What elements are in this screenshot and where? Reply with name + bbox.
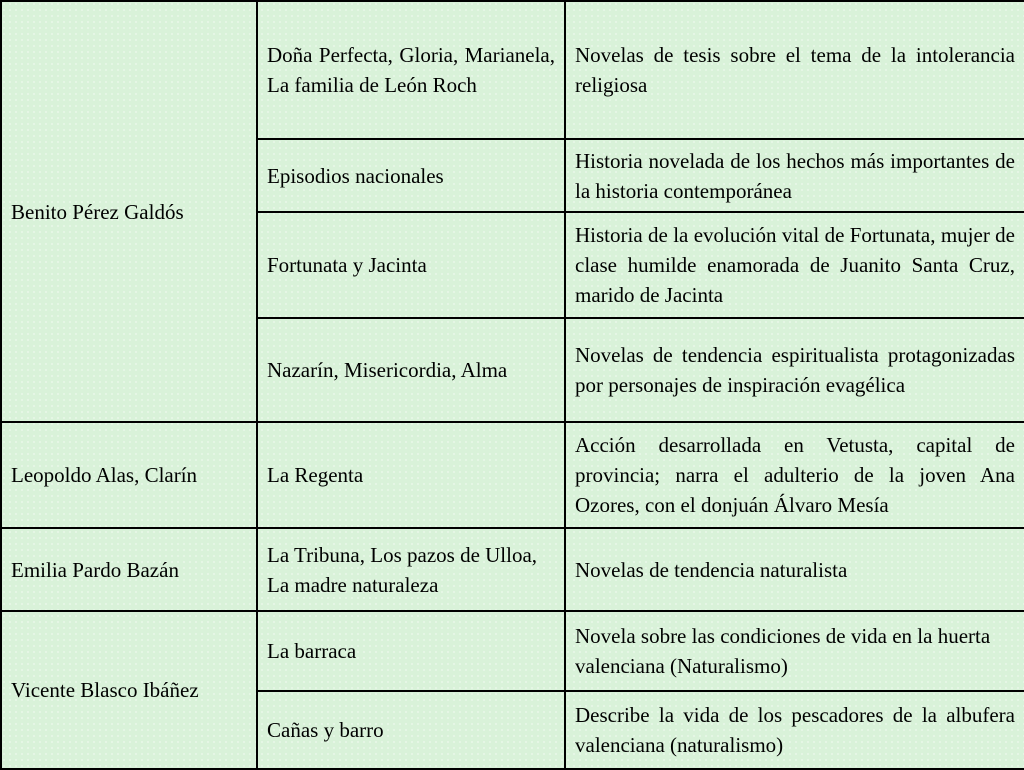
- work-description-cell: Novelas de tesis sobre el tema de la intolerancia religiosa: [565, 1, 1024, 139]
- work-description-cell: Historia de la evolución vital de Fortunata, mujer de clase humilde enamorada de Juanito Santa Cruz, marido de Jacinta: [565, 212, 1024, 318]
- work-title-cell: Nazarín, Misericordia, Alma: [257, 318, 565, 422]
- work-title-cell: La barraca: [257, 611, 565, 691]
- work-title-cell: Episodios nacionales: [257, 139, 565, 212]
- work-title-cell: Doña Perfecta, Gloria, Marianela, La familia de León Roch: [257, 1, 565, 139]
- work-description-cell: Historia novelada de los hechos más importantes de la historia contemporánea: [565, 139, 1024, 212]
- work-description-cell: Acción desarrollada en Vetusta, capital de provincia; narra el adulterio de la joven Ana Ozores, con el donjuán Álvaro Mesía: [565, 422, 1024, 528]
- table-row: [1, 611, 1024, 691]
- table-row: [1, 422, 1024, 528]
- author-cell: Emilia Pardo Bazán: [1, 528, 257, 611]
- work-title-cell: Fortunata y Jacinta: [257, 212, 565, 318]
- work-title-cell: Cañas y barro: [257, 691, 565, 769]
- table-row: [1, 528, 1024, 611]
- work-title-cell: La Tribuna, Los pazos de Ulloa, La madre naturaleza: [257, 528, 565, 611]
- work-description-cell: Novelas de tendencia naturalista: [565, 528, 1024, 611]
- author-cell: Vicente Blasco Ibáñez: [1, 611, 257, 769]
- work-title-cell: La Regenta: [257, 422, 565, 528]
- work-description-cell: Novelas de tendencia espiritualista protagonizadas por personajes de inspiración evagélica: [565, 318, 1024, 422]
- work-description-cell: Describe la vida de los pescadores de la albufera valenciana (naturalismo): [565, 691, 1024, 769]
- author-cell: Benito Pérez Galdós: [1, 1, 257, 422]
- author-cell: Leopoldo Alas, Clarín: [1, 422, 257, 528]
- table-row: [1, 1, 1024, 139]
- work-description-cell: Novela sobre las condiciones de vida en la huerta valenciana (Naturalismo): [565, 611, 1024, 691]
